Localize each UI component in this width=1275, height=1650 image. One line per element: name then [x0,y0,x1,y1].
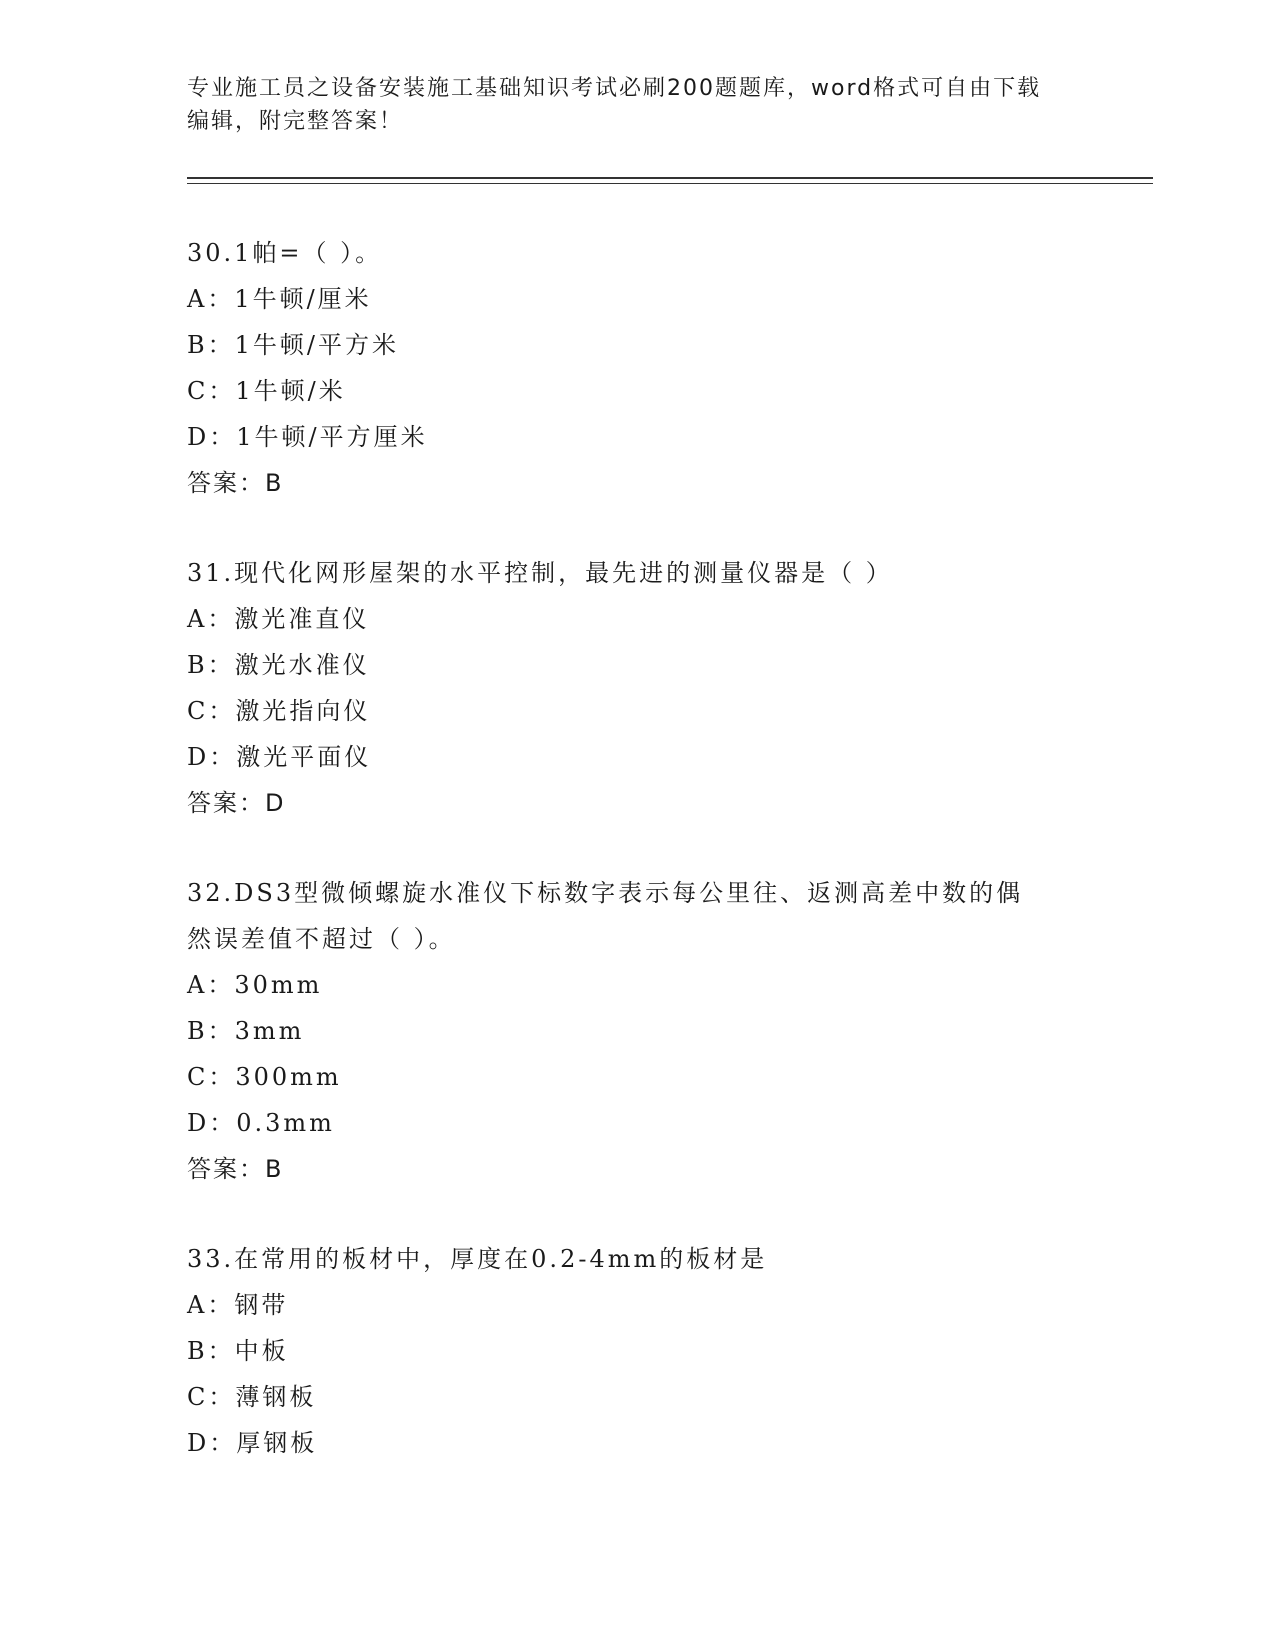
header-line-2: 编辑，附完整答案！ [187,109,404,134]
option-c: C：1牛顿/米 [187,377,346,405]
question-33 [187,1236,1067,1466]
answer: 答案：B [187,469,284,497]
question-stem-line-2: 然误差值不超过（ ）。 [187,925,456,953]
option-a: A：1牛顿/厘米 [187,285,372,313]
question-stem: 31.现代化网形屋架的水平控制，最先进的测量仪器是（ ） [187,559,893,587]
header-line-1: 专业施工员之设备安装施工基础知识考试必刷200题题库，word格式可自由下载 [187,76,1042,101]
option-b: B：3mm [187,1017,305,1045]
answer: 答案：D [187,789,286,817]
option-b: B：激光水准仪 [187,651,370,679]
option-c: C：薄钢板 [187,1383,317,1411]
option-c: C：激光指向仪 [187,697,371,725]
option-d: D：1牛顿/平方厘米 [187,423,428,451]
answer: 答案：B [187,1155,284,1183]
option-a: A：钢带 [187,1291,289,1319]
option-c: C：300mm [187,1063,342,1091]
header-rule-top [187,177,1153,179]
question-30 [187,230,1067,506]
question-stem: 33.在常用的板材中，厚度在0.2-4mm的板材是 [187,1245,768,1273]
option-a: A：激光准直仪 [187,605,370,633]
header-rule-bottom [187,183,1153,184]
option-b: B：中板 [187,1337,289,1365]
option-b: B：1牛顿/平方米 [187,331,399,359]
question-32 [187,870,1067,1192]
option-a: A：30mm [187,971,323,999]
question-stem-line-1: 32.DS3型微倾螺旋水准仪下标数字表示每公里往、返测高差中数的偶 [187,879,1024,907]
option-d: D：厚钢板 [187,1429,318,1457]
question-31 [187,550,1067,826]
document-header [187,72,1067,138]
question-stem: 30.1帕=（ ）。 [187,239,383,267]
option-d: D：激光平面仪 [187,743,372,771]
option-d: D：0.3mm [187,1109,335,1137]
